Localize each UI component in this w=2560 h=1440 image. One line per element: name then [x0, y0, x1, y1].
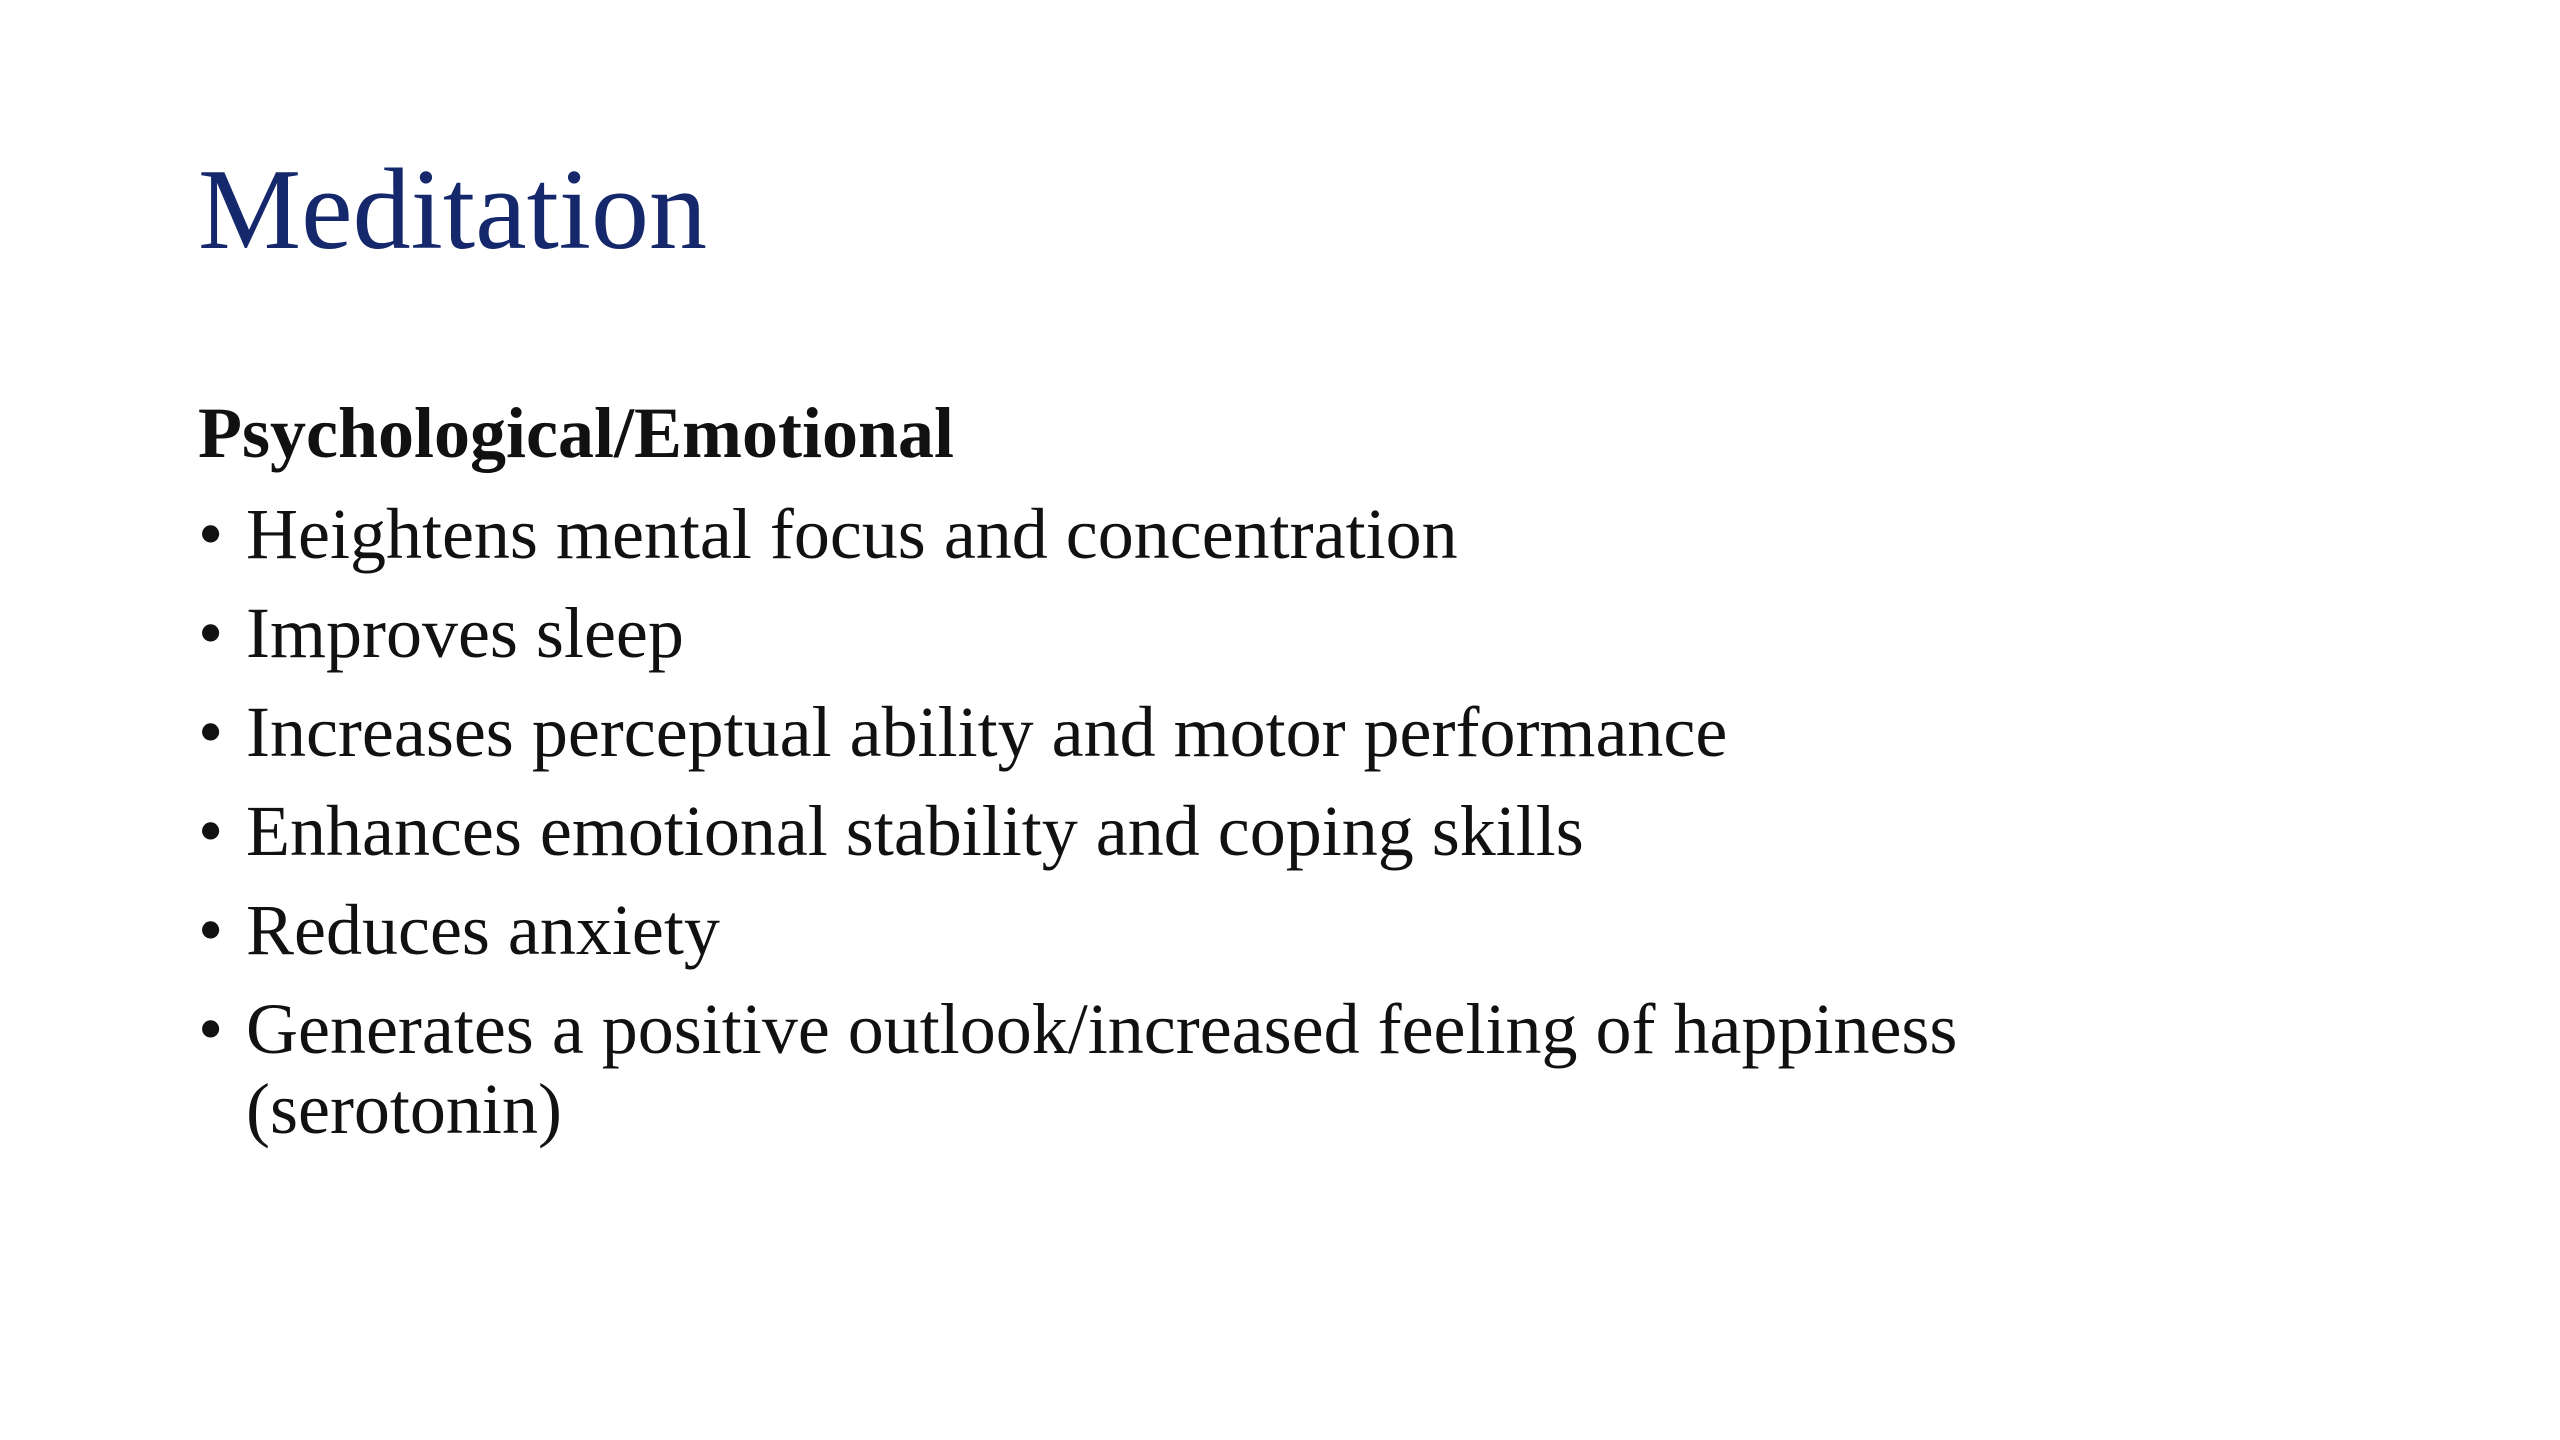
- bullet-item: [198, 593, 2198, 673]
- bullet-text: Improves sleep: [246, 593, 684, 673]
- bullet-text: Reduces anxiety: [246, 890, 720, 970]
- bullet-item: [198, 692, 2198, 772]
- bullet-icon: •: [198, 593, 224, 673]
- bullet-icon: •: [198, 791, 224, 871]
- bullet-text: Enhances emotional stability and coping skills: [246, 791, 1584, 871]
- bullet-text: Generates a positive outlook/increased feeling of happiness (serotonin): [246, 989, 1958, 1149]
- bullet-text: Increases perceptual ability and motor performance: [246, 692, 1728, 772]
- bullet-item: [198, 494, 2198, 574]
- bullet-icon: •: [198, 989, 224, 1069]
- bullet-item: [198, 791, 2198, 871]
- bullet-item: [198, 890, 2198, 970]
- bullet-text: Heightens mental focus and concentration: [246, 494, 1458, 574]
- section-subheading: Psychological/Emotional: [198, 393, 954, 473]
- bullet-icon: •: [198, 890, 224, 970]
- slide-content: [198, 388, 2198, 1168]
- bullet-list: [198, 494, 2198, 1149]
- bullet-item: [198, 989, 2198, 1149]
- bullet-icon: •: [198, 692, 224, 772]
- bullet-icon: •: [198, 494, 224, 574]
- slide-title: Meditation: [198, 146, 708, 274]
